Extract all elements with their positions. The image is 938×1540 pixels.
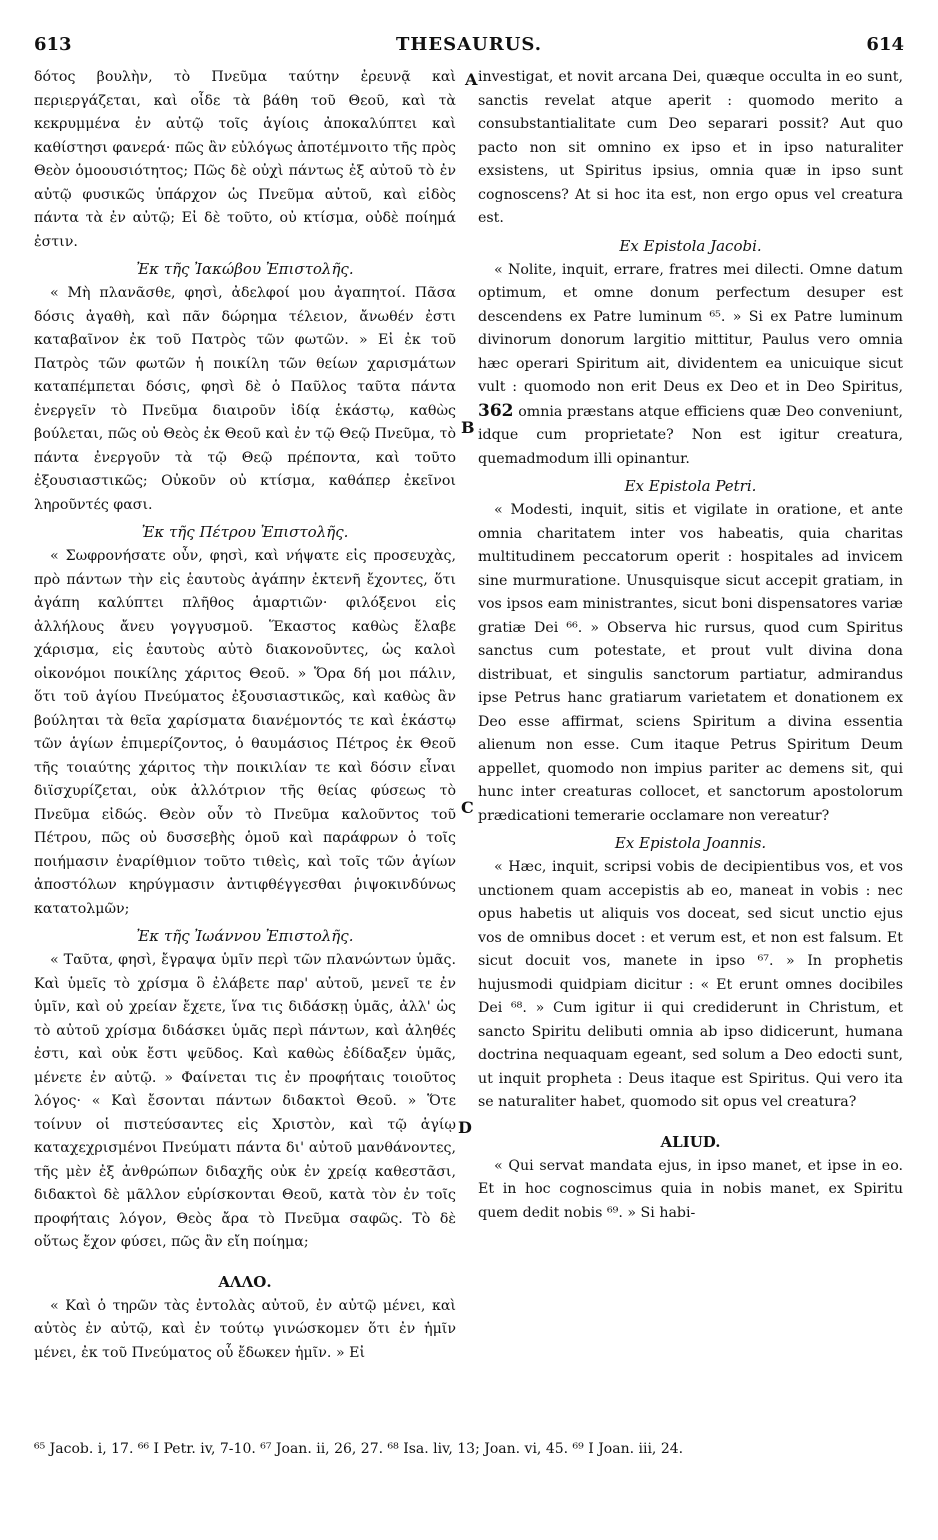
latin-paragraph: [478, 259, 903, 472]
latin-paragraph: « Qui servat mandata ejus, in ipso manet, et ipse in eo. Et in hoc cognoscimus quia in nobis manet, ex Spiritu quem dedit nobis ⁶⁹. » Si habi-: [478, 1157, 903, 1221]
greek-paragraph: δότος βουλὴν, τὸ Πνεῦμα ταύτην ἐρευνᾷ καὶ περιεργάζεται, καὶ οἶδε τὰ βάθη τοῦ Θεοῦ, καὶ τὰ κεκρυμμένα ἐν αὐτῷ τοῖς ἁγίοις ἀποκαλύπτει καὶ καθίστησι φανερά· πῶς ἂν εὐλόγως ἀποτέμνοιτο τῆς πρὸς Θεὸν ὁμοουσιότητος; Πῶς δὲ οὐχὶ πάντως ἐξ αὐτοῦ τὸ ἐν αὐτῷ φυσικῶς ὑπάρχον ὡς Πνεῦμα αὐτοῦ, καὶ εἰδὸς πάντα τὰ ἐν αὐτῷ; Εἰ δὲ τοῦτο, οὐ κτίσμα, οὐδὲ ποίημά ἐστιν.: [34, 69, 456, 250]
latin-text: omnia præstans atque efficiens quæ Deo conveniunt, idque cum proprietate? Non est igitur creatura, quemadmodum illi opinantur.: [478, 403, 903, 467]
footnotes: ⁶⁵ Jacob. i, 17. ⁶⁶ I Petr. iv, 7-10. ⁶⁷ Joan. ii, 26, 27. ⁶⁸ Isa. liv, 13; Joan. vi, 45. ⁶⁹ I Joan. iii, 24.: [34, 1441, 684, 1457]
page-header: [34, 34, 904, 60]
section-heading-jacobi-greek: Ἐκ τῆς Ἰακώβου Ἐπιστολῆς.: [136, 260, 354, 278]
latin-paragraph: investigat, et novit arcana Dei, quæque occulta in eo sunt, sanctis revelat atque aperit : quomodo merito a consubstantialitate cum Deo separari possit? Aut quo pacto non sit omnino ex ipso et in ipso naturaliter exsistens, ut Spiritus ipsius, omnia quæ in ipso sunt cognoscens? At si hoc ita est, non ergo opus vel creatura est.: [478, 69, 903, 226]
section-heading-joannis-latin: Ex Epistola Joannis.: [614, 834, 767, 852]
left-page-number: 613: [34, 34, 72, 55]
running-title: THESAURUS.: [395, 34, 543, 55]
section-heading-aliud-greek: ΑΛΛΟ.: [218, 1272, 272, 1291]
right-page-number: 614: [866, 34, 904, 55]
column-number: 362: [478, 400, 514, 421]
margin-letter-c: C: [461, 798, 474, 817]
section-heading-jacobi-latin: Ex Epistola Jacobi.: [619, 236, 762, 255]
latin-paragraph: « Modesti, inquit, sitis et vigilate in oratione, et ante omnia charitatem inter vos habeatis, quia charitas multitudinem peccatorum operit : hospitales ad invicem sine murmuratione. Unusquisque sicut accepit gratiam, in vos ipsos eam ministrantes, sicut boni dispensatores variæ gratiæ Dei ⁶⁶. » Observa hic rursus, quod cum Spiritus sanctus cum potestate, et prout vult divina dona distribuat, et singulis sanctorum partiatur, admirandus ipse Petrus hanc gratiarum varietatem et donationem ex Deo esse affirmat, sciens Spiritum a divina essentia alienum non esse. Cum itaque Petrus Spiritum Deum appellet, quomodo non impius pariter ac demens sit, qui hunc inter creaturas collocet, et sanctorum apostolorum prædicationi temerarie occlamare non vereatur?: [478, 502, 903, 824]
margin-letter-d: D: [458, 1118, 472, 1137]
greek-paragraph: « Ταῦτα, φησὶ, ἔγραψα ὑμῖν περὶ τῶν πλανώντων ὑμᾶς. Καὶ ὑμεῖς τὸ χρίσμα ὃ ἐλάβετε παρ' αὐτοῦ, μενεῖ τε ἐν ὑμῖν, καὶ οὐ χρείαν ἔχετε, ἵνα τις διδάσκῃ ὑμᾶς, ἀλλ' ὡς τὸ αὐτοῦ χρίσμα διδάσκει ὑμᾶς περὶ πάντων, καὶ ἀληθές ἐστι, καὶ οὐκ ἔστι ψεῦδος. Καὶ καθὼς ἐδίδαξεν ὑμᾶς, μένετε ἐν αὐτῷ. » Φαίνεται τις ἐν προφήταις τοιοῦτος λόγος· « Καὶ ἔσονται πάντων διδακτοὶ Θεοῦ. » Ὅτε τοίνυν οἱ πιστεύσαντες εἰς Χριστὸν, καὶ τῷ ἁγίῳ καταχεχρισμένοι Πνεύματι πάντα δι' αὐτοῦ μανθάνοντες, τῆς μὲν ἐξ ἀνθρώπων διδαχῆς οὐκ ἐν χρείᾳ καθεστᾶσι, διδακτοὶ δὲ μᾶλλον εὑρίσκονται Θεοῦ, κατὰ τὸν ἐν τοῖς προφήταις λόγον, Θεὸς ἄρα τὸ Πνεῦμα σαφῶς. Τὸ δὲ οὕτως ἔχον φύσει, πῶς ἂν εἴη ποίημα;: [34, 952, 456, 1250]
section-heading-petri-greek: Ἐκ τῆς Πέτρου Ἐπιστολῆς.: [141, 523, 349, 541]
latin-text: « Nolite, inquit, errare, fratres mei dilecti. Omne datum optimum, et omne donum perfectum desuper est descendens ex Patre luminum ⁶⁵. » Si ex Patre luminum divinorum donorum largitio mittitur, Paulus vero omnia hæc operari Spiritum ait, dividentem ea unicuique sicut vult : quomodo non erit Deus ex Deo et in Deo Spiritus,: [478, 261, 903, 395]
greek-column: [34, 66, 456, 1365]
section-heading-petri-latin: Ex Epistola Petri.: [624, 477, 757, 495]
section-heading-joannis-greek: Ἐκ τῆς Ἰωάννου Ἐπιστολῆς.: [136, 927, 354, 945]
greek-paragraph: « Μὴ πλανᾶσθε, φησὶ, ἀδελφοί μου ἀγαπητοί. Πᾶσα δόσις ἀγαθὴ, καὶ πᾶν δώρημα τέλειον, ἄνωθέν ἐστι καταβαῖνον ἐκ τοῦ Πατρὸς τῶν φωτῶν. » Εἰ ἐκ τοῦ Πατρὸς τῶν φωτῶν ἡ ποικίλη τῶν θείων χαρισμάτων καταπέμπεται δόσις, φησὶ δὲ ὁ Παῦλος ταῦτα πάντα ἐνεργεῖν τὸ Πνεῦμα διαιροῦν ἰδίᾳ ἑκάστῳ, καθὼς βούλεται, πῶς οὐ Θεὸς ἐκ Θεοῦ καὶ ἐν τῷ Θεῷ Πνεῦμα, τὸ πάντα ἐνεργοῦν τὰ τῷ Θεῷ πρέποντα, καὶ τοῦτο ἐξουσιαστικῶς; Οὐκοῦν οὐ κτίσμα, καθάπερ ἐκεῖνοι ληροῦντές φασι.: [34, 285, 456, 513]
margin-letter-a: A: [465, 70, 478, 89]
latin-paragraph: « Hæc, inquit, scripsi vobis de decipientibus vos, et vos unctionem quam accepistis ab eo, maneat in vobis : nec opus habetis ut aliquis vos doceat, sed sicut unctio ejus vos de omnibus docet : et verum est, et non est falsum. Et sicut docuit vos, manete in ipso ⁶⁷. » In prophetis hujusmodi quidpiam dicitur : « Et erunt omnes docibiles Dei ⁶⁸. » Cum igitur ii qui crediderunt in Christum, et sancto Spiritu delibuti omnia ab ipso didicerunt, humana doctrina nequaquam egeant, sed solum a Deo edocti sunt, ut inquit propheta : Deus itaque est Spiritus. Qui vero ita se naturaliter habet, quomodo sit opus vel creatura?: [478, 859, 903, 1110]
margin-letter-b: B: [461, 418, 475, 437]
greek-paragraph: « Καὶ ὁ τηρῶν τὰς ἐντολὰς αὐτοῦ, ἐν αὐτῷ μένει, καὶ αὐτὸς ἐν αὐτῷ, καὶ ἐν τούτῳ γινώσκομεν ὅτι ἐν ἡμῖν μένει, ἐκ τοῦ Πνεύματος οὗ ἔδωκεν ἡμῖν. » Εἰ: [34, 1297, 456, 1361]
latin-column: [478, 66, 903, 1225]
section-heading-aliud-latin: ALIUD.: [660, 1132, 721, 1151]
greek-paragraph: « Σωφρονήσατε οὖν, φησὶ, καὶ νήψατε εἰς προσευχὰς, πρὸ πάντων τὴν εἰς ἑαυτοὺς ἀγάπην ἐκτενῆ ἔχοντες, ὅτι ἀγάπη καλύπτει πλῆθος ἁμαρτιῶν· φιλόξενοι εἰς ἀλλήλους ἄνευ γογγυσμοῦ. Ἕκαστος καθὼς ἔλαβε χάρισμα, εἰς ἑαυτοὺς αὐτὸ διακονοῦντες, ὡς καλοὶ οἰκονόμοι ποικίλης χάριτος Θεοῦ. » Ὅρα δή μοι πάλιν, ὅτι τοῦ ἁγίου Πνεύματος ἐξουσιαστικῶς, καὶ καθὼς ἂν βούληται τὰ θεῖα χαρίσματα διανέμοντός τε καὶ ἑκάστῳ τῶν ἁγίων ἐπιμερίζοντος, ὁ θαυμάσιος Πέτρος ἐκ Θεοῦ τῆς τοιαύτης χάριτος τὴν ποικιλίαν τε καὶ δόσιν εἶναι διϊσχυρίζεται, οὐκ ἀλλότριον τῆς θείας φύσεως τὸ Πνεῦμα εἰδώς. Θεὸν οὖν τὸ Πνεῦμα καλοῦντος τοῦ Πέτρου, πῶς οὐ δυσσεβὴς ὁμοῦ καὶ παράφρων ὁ τοῖς ποιήμασιν ἐναρίθμιον τοῦτο τιθεὶς, καὶ τοῖς τῶν ἁγίων ἀποστόλων κηρύγμασιν ἀντιφθέγγεσθαι ῥιψοκινδύνως κατατολμῶν;: [34, 548, 456, 917]
